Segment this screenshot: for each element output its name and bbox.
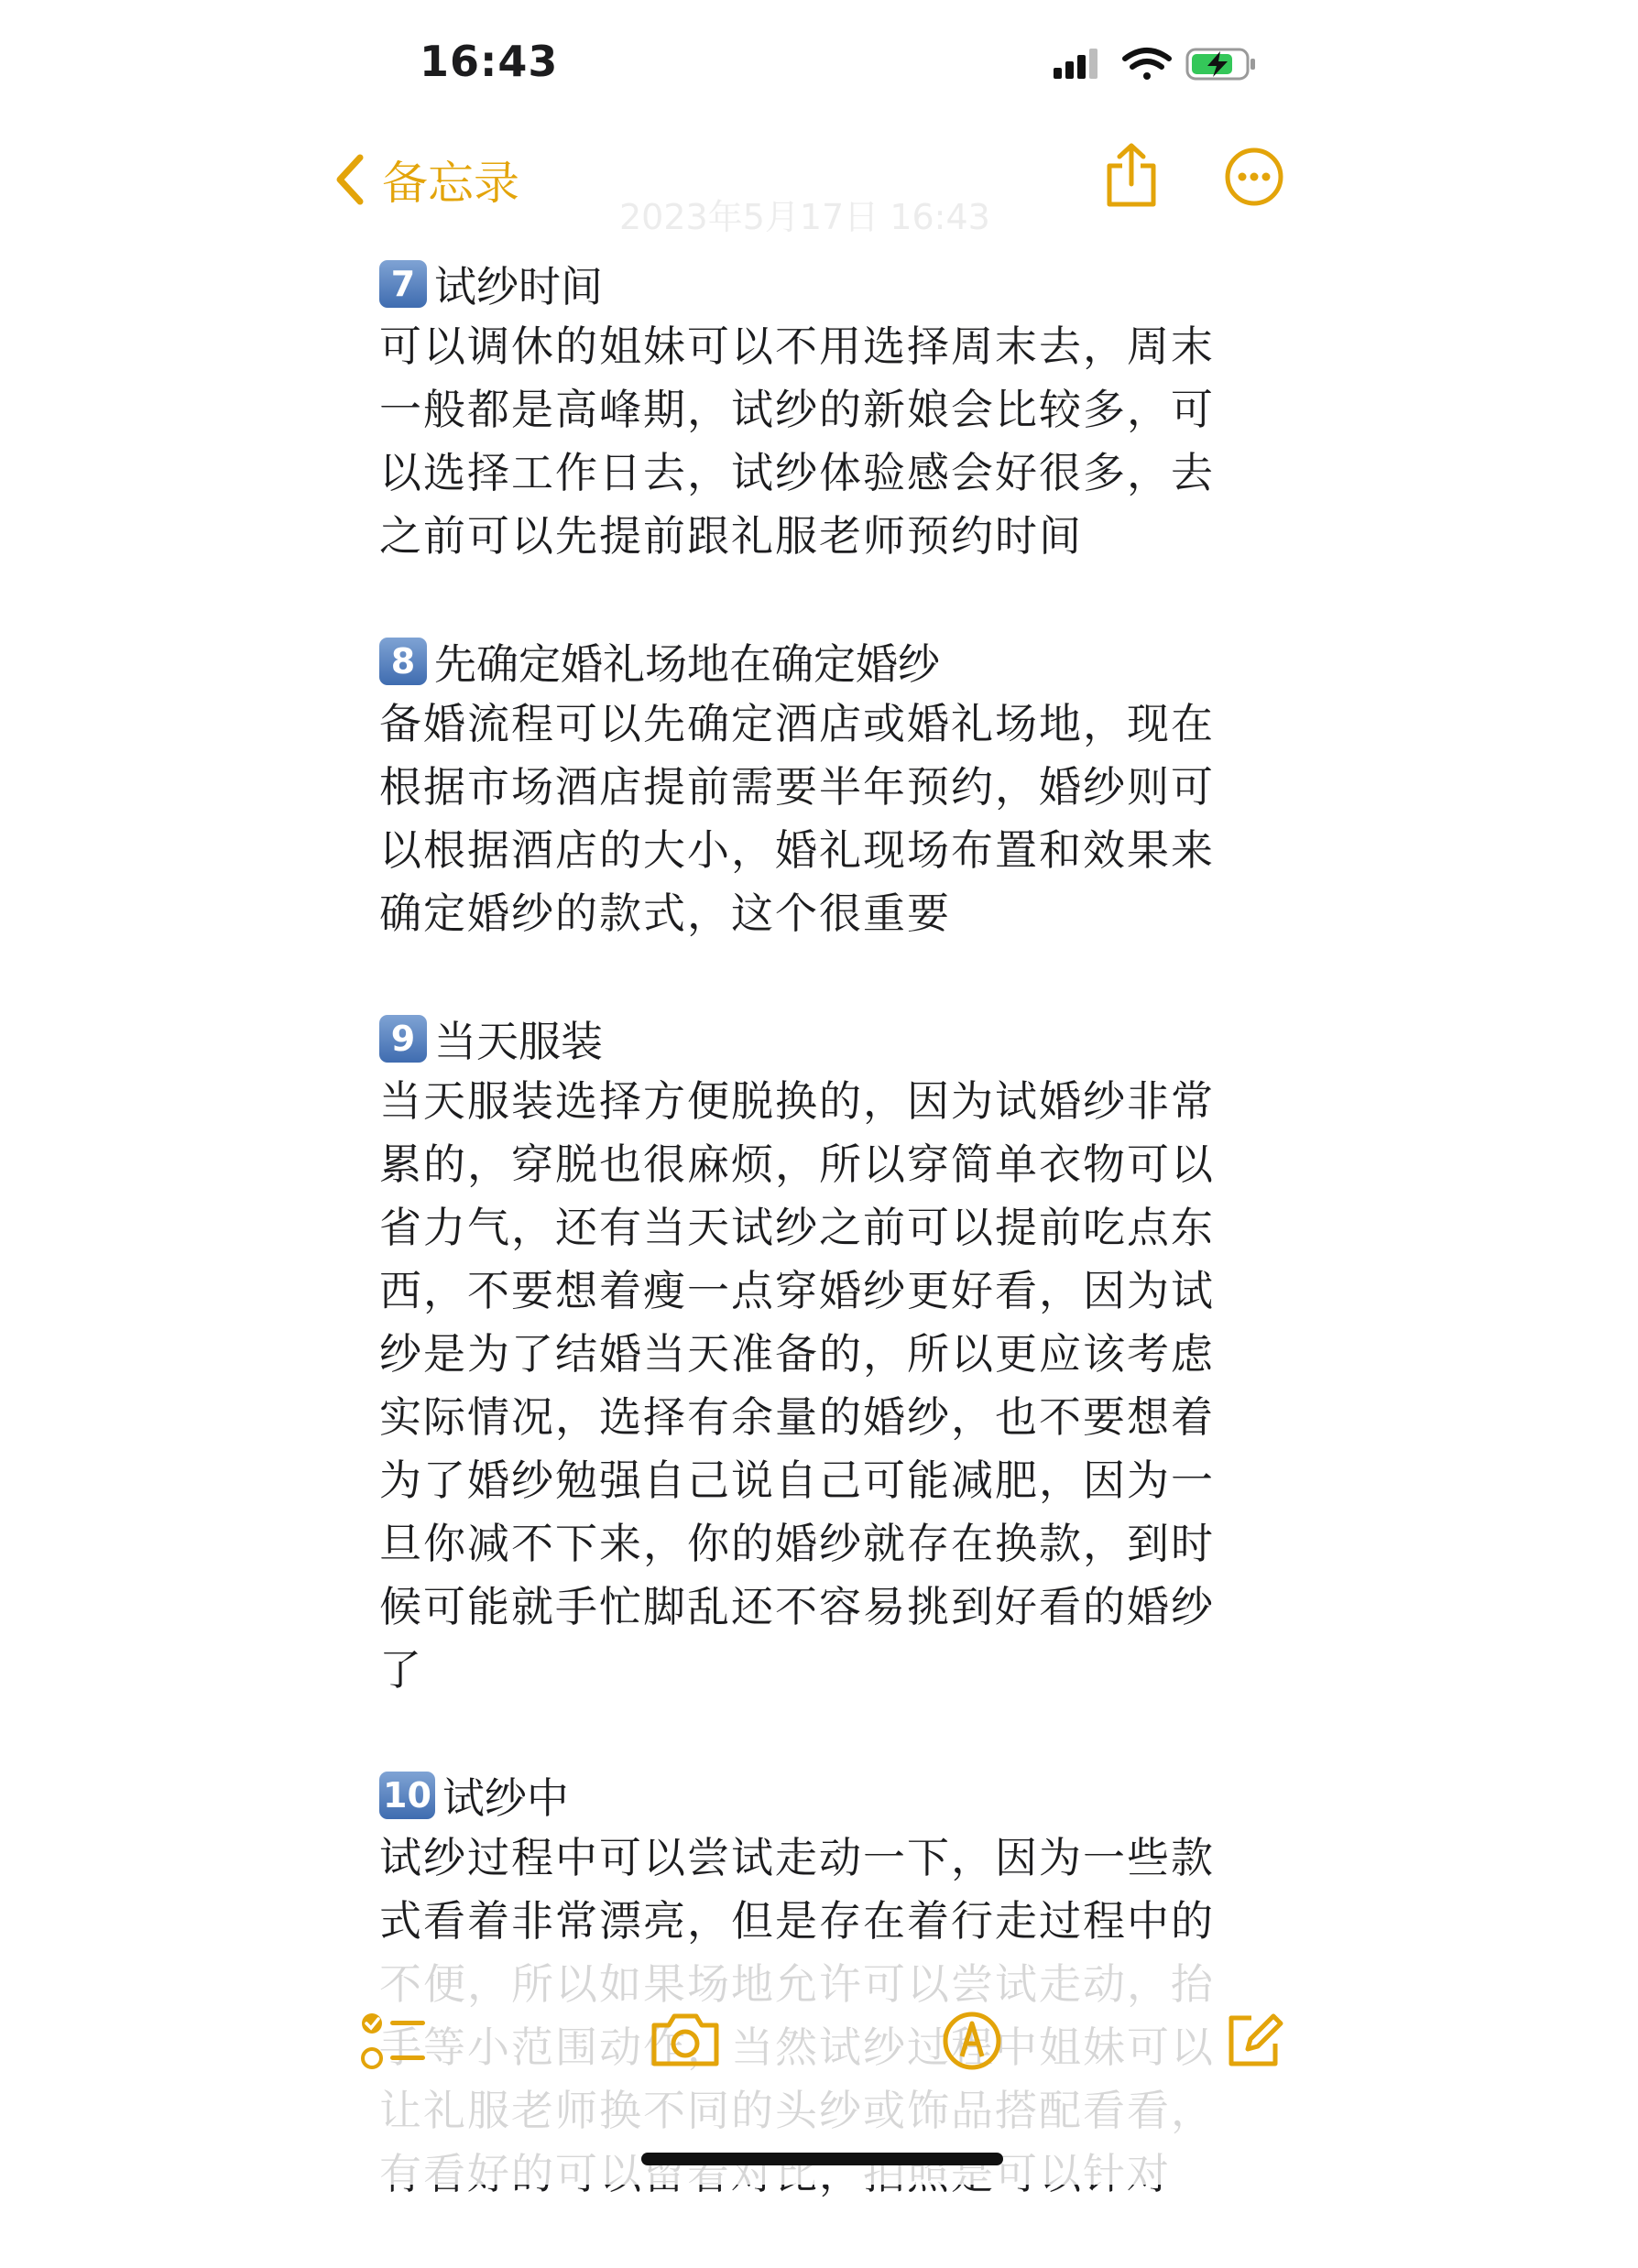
chevron-left-icon	[334, 152, 366, 207]
status-icons	[1052, 44, 1262, 86]
number-badge: 10	[379, 1772, 435, 1819]
section-body: 可以调休的姐妹可以不用选择周末去，周末 一般都是高峰期，试纱的新娘会比较多，可 以选择工作日去，试纱体验感会好很多，去 之前可以先提前跟礼服老师预约时间	[379, 322, 1215, 561]
status-time: 16:43	[420, 37, 559, 86]
section-title: 先确定婚礼场地在确定婚纱	[434, 639, 940, 689]
markup-pen-icon	[942, 2011, 1002, 2071]
section-title: 试纱中	[442, 1773, 569, 1823]
wifi-icon	[1125, 50, 1169, 80]
back-label: 备忘录	[382, 157, 519, 210]
number-badge: 7	[379, 260, 427, 308]
cellular-signal-icon	[1054, 49, 1097, 79]
note-section-7	[379, 253, 1240, 568]
markup-button[interactable]	[942, 2011, 1002, 2075]
back-button[interactable]	[334, 147, 519, 213]
section-body: 备婚流程可以先确定酒店或婚礼场地，现在 根据市场酒店提前需要半年预约，婚纱则可 以根据酒店的大小，婚礼现场布置和效果来 确定婚纱的款式，这个很重要	[379, 699, 1215, 938]
section-title: 当天服装	[434, 1017, 603, 1066]
battery-charging-icon	[1187, 49, 1255, 79]
section-body: 当天服装选择方便脱换的，因为试婚纱非常 累的，穿脱也很麻烦，所以穿简单衣物可以 省力气，还有当天试纱之前可以提前吃点东 西，不要想着瘦一点穿婚纱更好看，因为试 纱是为了结婚当天准备的，所以更应该考虑 实际情况，选择有余量的婚纱，也不要想着 为了婚纱勉强自己说自己可能减肥，因为一 旦你减不下来，你的婚纱就存在换款，到时 候可能就手忙脚乱还不容易挑到好看的婚纱 了	[379, 1076, 1215, 1695]
note-date: 2023年5月17日 16:43	[619, 197, 990, 237]
more-button[interactable]	[1224, 147, 1284, 211]
share-button[interactable]	[1104, 142, 1159, 213]
home-indicator	[641, 2153, 1003, 2165]
section-heading	[379, 1764, 1240, 1826]
toolbar-backdrop	[0, 1946, 1638, 2185]
more-icon	[1224, 147, 1284, 207]
share-icon	[1104, 142, 1159, 210]
camera-button[interactable]	[649, 2011, 722, 2073]
camera-icon	[649, 2011, 722, 2069]
number-badge: 8	[379, 638, 427, 685]
number-badge: 9	[379, 1015, 427, 1063]
section-heading	[379, 630, 1240, 692]
checklist-icon	[359, 2011, 429, 2075]
note-section-9	[379, 1008, 1240, 1702]
note-section-8	[379, 630, 1240, 945]
section-body: 试纱过程中可以尝试走动一下，因为一些款 式看着非常漂亮，但是存在着行走过程中的	[379, 1833, 1215, 1946]
section-title: 试纱时间	[434, 262, 603, 311]
compose-icon	[1224, 2011, 1284, 2071]
section-heading	[379, 253, 1240, 315]
compose-button[interactable]	[1224, 2011, 1284, 2075]
section-heading	[379, 1008, 1240, 1070]
checklist-button[interactable]	[359, 2011, 429, 2078]
